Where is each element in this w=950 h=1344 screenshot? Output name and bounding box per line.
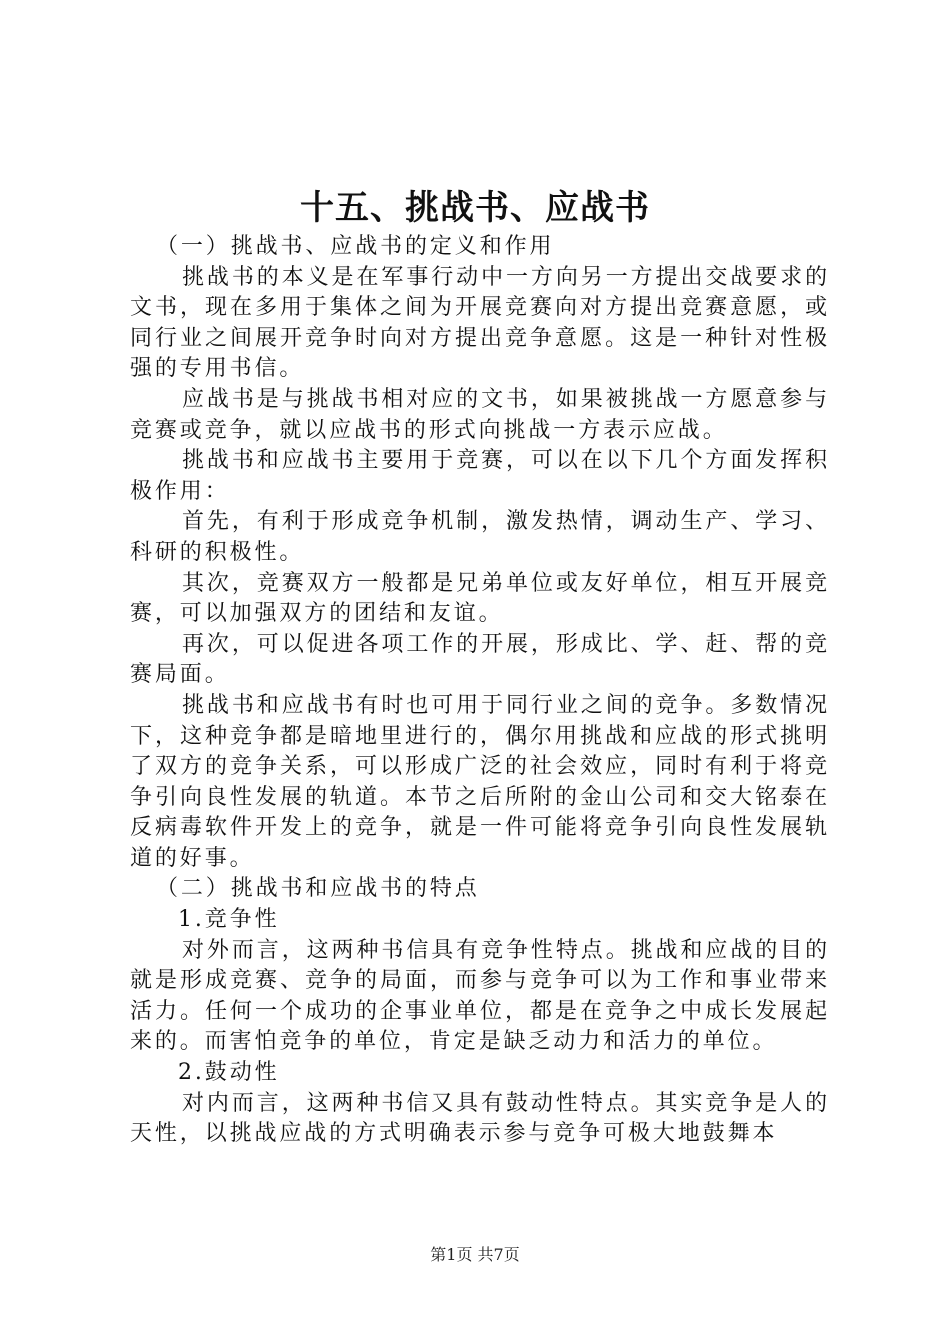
section-heading: （二）挑战书和应战书的特点: [156, 876, 480, 902]
paragraph: 应战书是与挑战书相对应的文书，如果被挑战一方愿意参与竞赛或竞争，就以应战书的形式向挑战一方表示应战。: [130, 386, 830, 443]
page-footer: 第1页 共7页: [430, 1245, 520, 1264]
paragraph: 首先，有利于形成竞争机制，激发热情，调动生产、学习、科研的积极性。: [130, 509, 830, 565]
paragraph: 挑战书的本义是在军事行动中一方向另一方提出交战要求的文书，现在多用于集体之间为开展竞赛向对方提出竞赛意愿，或同行业之间展开竞争时向对方提出竞争意愿。这是一种针对性极强的专用书信。: [130, 264, 830, 382]
paragraph: 对内而言，这两种书信又具有鼓动性特点。其实竞争是人的天性，以挑战应战的方式明确表示参与竞争可极大地鼓舞本: [130, 1090, 830, 1147]
document-title: 十五、挑战书、应战书: [300, 188, 650, 228]
document-body: [130, 232, 830, 1150]
subsection-heading: 1.竞争性: [178, 907, 280, 933]
paragraph: 再次，可以促进各项工作的开展，形成比、学、赶、帮的竞赛局面。: [130, 631, 830, 688]
section-heading: （一）挑战书、应战书的定义和作用: [156, 234, 555, 259]
paragraph: 对外而言，这两种书信具有竞争性特点。挑战和应战的目的就是形成竞赛、竞争的局面，而参与竞争可以为工作和事业带来活力。任何一个成功的企事业单位，都是在竞争之中成长发展起来的。而害怕竞争的单位，肯定是缺乏动力和活力的单位。: [130, 937, 830, 1055]
paragraph: 挑战书和应战书主要用于竞赛，可以在以下几个方面发挥积极作用：: [130, 448, 830, 504]
paragraph: 其次，竞赛双方一般都是兄弟单位或友好单位，相互开展竞赛，可以加强双方的团结和友谊。: [130, 570, 830, 627]
paragraph: 挑战书和应战书有时也可用于同行业之间的竞争。多数情况下，这种竞争都是暗地里进行的，偶尔用挑战和应战的形式挑明了双方的竞争关系，可以形成广泛的社会效应，同时有利于将竞争引向良性发展的轨道。本节之后所附的金山公司和交大铭泰在反病毒软件开发上的竞争，就是一件可能将竞争引向良性发展轨道的好事。: [130, 692, 830, 871]
subsection-heading: 2.鼓动性: [178, 1060, 280, 1086]
